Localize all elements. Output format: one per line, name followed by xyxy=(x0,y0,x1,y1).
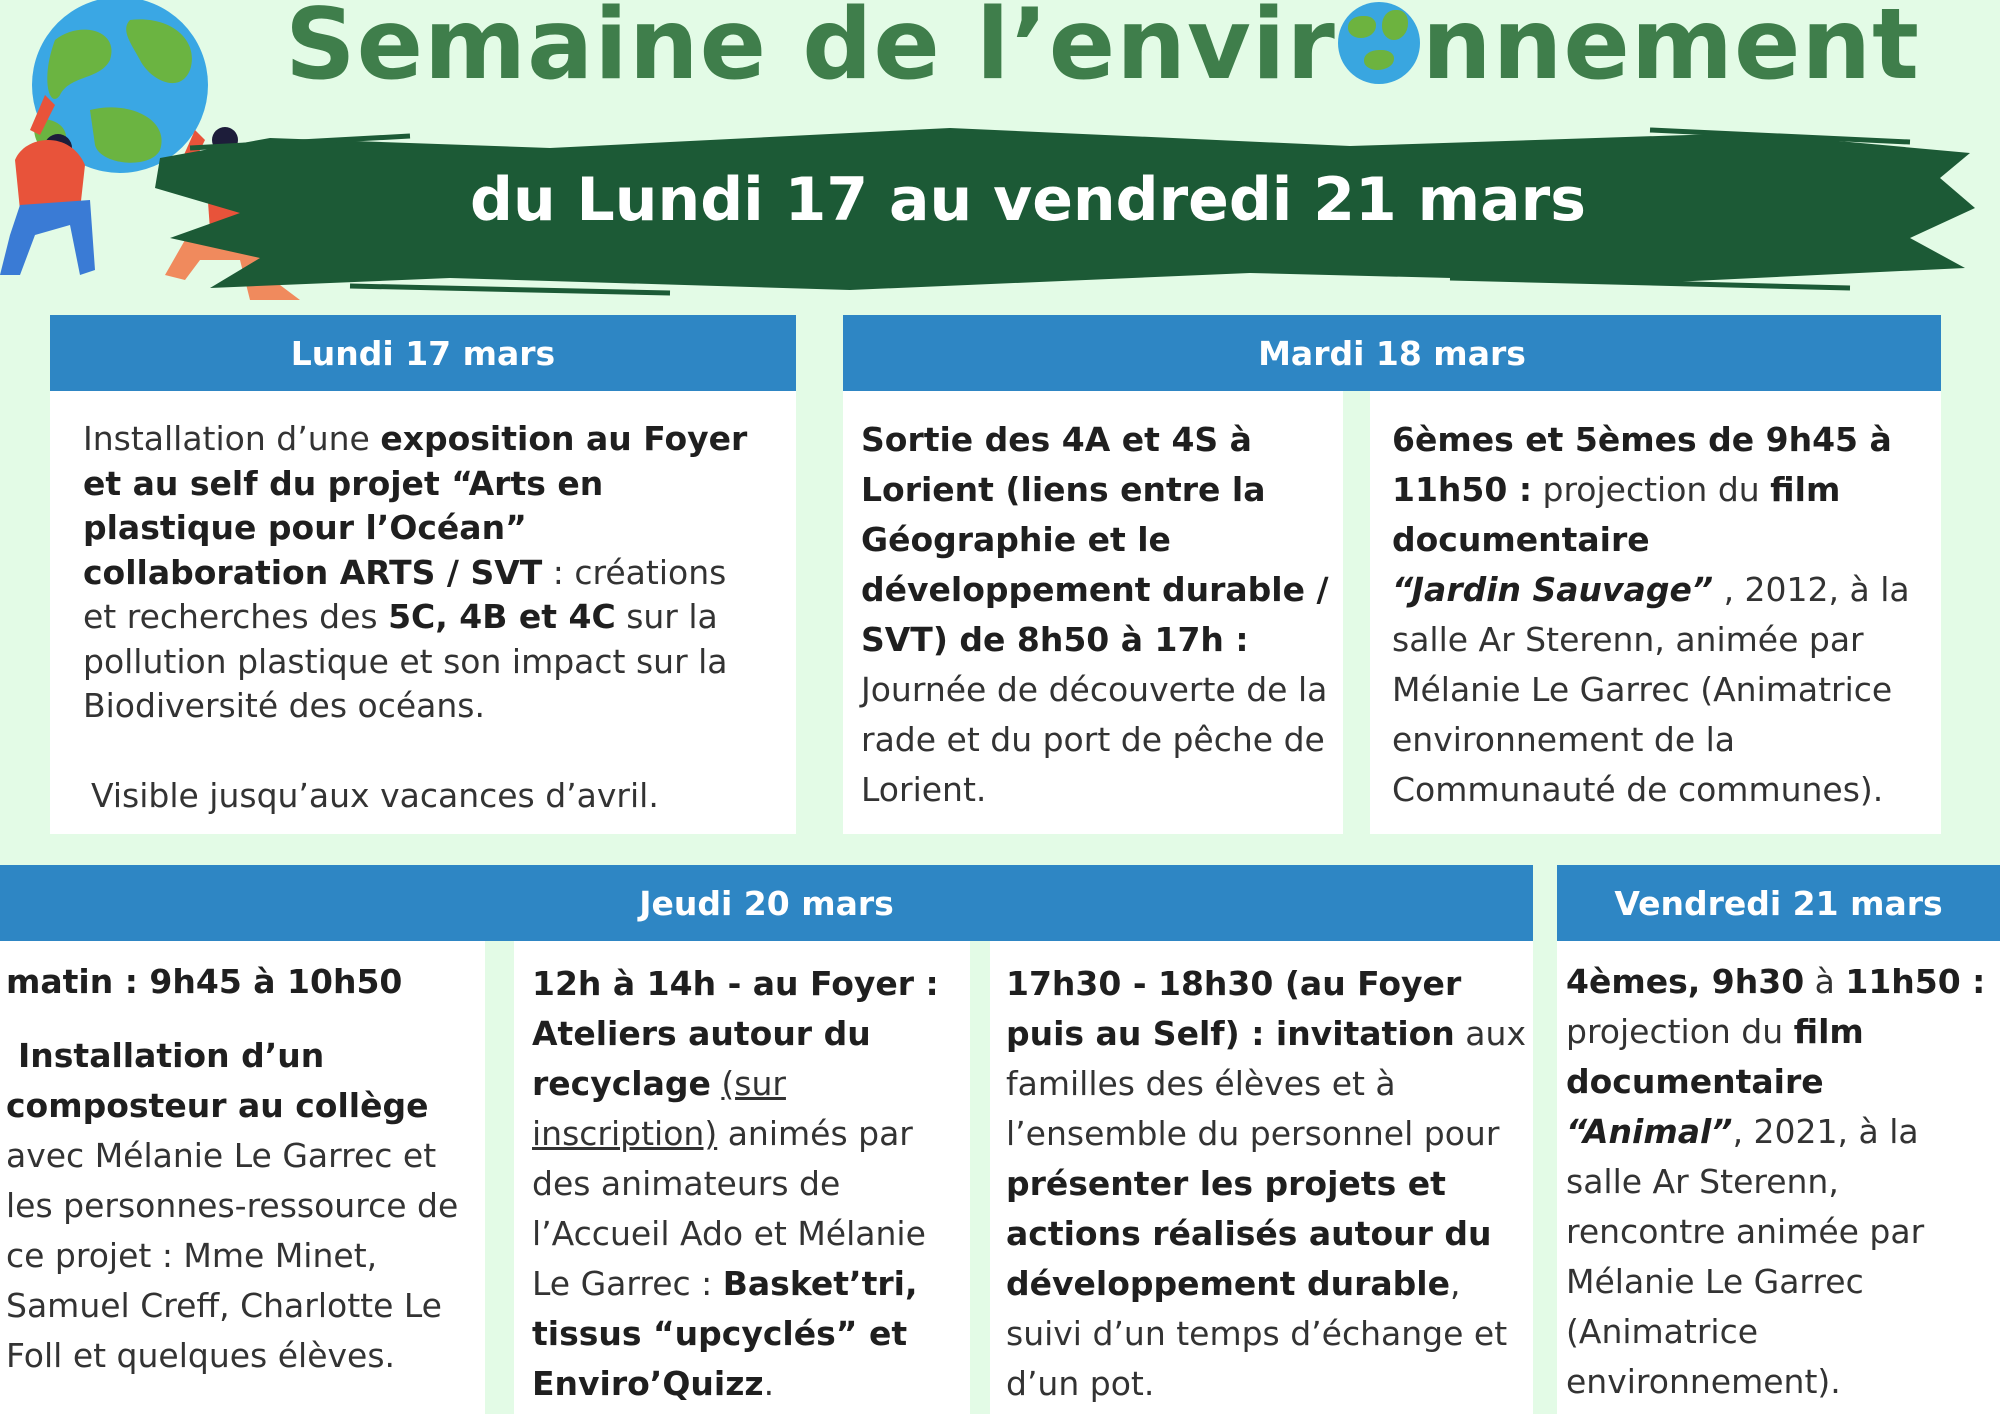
mardi-right-text-2: , 2012, à la salle Ar Sterenn, animée par Mélanie Le Garrec (Animatrice environnement de la Communauté de communes). xyxy=(1392,570,1910,809)
jeudi-col1-text xyxy=(6,1031,475,1381)
mardi-right-text xyxy=(1392,415,1931,815)
mardi-film-title: “Jardin Sauvage” xyxy=(1392,570,1714,609)
event-dates: du Lundi 17 au vendredi 21 mars xyxy=(470,165,1586,235)
lundi-description xyxy=(83,417,766,729)
jeudi-col1-normal: avec Mélanie Le Garrec et les personnes-ressource de ce projet : Mme Minet, Samuel Creff, Charlotte Le Foll et quelques élèves. xyxy=(6,1136,459,1375)
heading-mardi-label: Mardi 18 mars xyxy=(1258,333,1526,373)
card-jeudi-col3 xyxy=(990,941,1533,1414)
jeudi-col1-bold-2: Installation d’un composteur au collège xyxy=(6,1036,429,1125)
card-lundi xyxy=(50,391,796,834)
heading-vendredi-label: Vendredi 21 mars xyxy=(1614,883,1943,923)
mardi-left-normal: Journée de découverte de la rade et du port de pêche de Lorient. xyxy=(861,670,1328,809)
heading-lundi xyxy=(50,315,796,391)
vendredi-text-1: à xyxy=(1804,962,1846,1001)
jeudi-col3-bold-2: présenter les projets et actions réalisés autour du développement durable xyxy=(1006,1164,1492,1303)
lundi-bold-1: exposition au Foyer et au self du projet “Arts en plastique pour l’Océan” collaboration ARTS / SVT xyxy=(83,419,748,592)
lundi-text-3: sur la pollution plastique et son impact sur la Biodiversité des océans. xyxy=(83,597,728,725)
jeudi-col1-time xyxy=(6,957,475,1007)
jeudi-col3-normal-1: aux familles des élèves et à l’ensemble du personnel pour xyxy=(1006,1014,1526,1153)
vendredi-text xyxy=(1566,957,1994,1407)
card-vendredi xyxy=(1557,941,2000,1414)
lundi-bold-2: 5C, 4B et 4C xyxy=(388,597,616,636)
heading-lundi-label: Lundi 17 mars xyxy=(290,333,556,373)
mardi-left-text xyxy=(861,415,1329,815)
vendredi-text-2: projection du xyxy=(1566,1012,1794,1051)
card-jeudi-col2 xyxy=(514,941,970,1414)
jeudi-col2-text xyxy=(532,959,962,1409)
heading-jeudi xyxy=(0,865,1533,941)
jeudi-col3-normal-2: , suivi d’un temps d’échange et d’un pot. xyxy=(1006,1264,1508,1403)
heading-mardi xyxy=(843,315,1941,391)
jeudi-col1-bold-1: matin : 9h45 à 10h50 xyxy=(6,962,403,1001)
heading-vendredi xyxy=(1557,865,2000,941)
jeudi-col2-bold-1: 12h à 14h - au Foyer : Ateliers autour du recyclage xyxy=(532,964,939,1103)
jeudi-col2-normal-2: . xyxy=(763,1364,775,1403)
card-mardi-left xyxy=(843,391,1343,834)
vendredi-text-3: , 2021, à la salle Ar Sterenn, rencontre animée par Mélanie Le Garrec (Animatrice environnement). xyxy=(1566,1112,1925,1401)
jeudi-col2-bold-2: Basket’tri, tissus “upcyclés” et Enviro’Quizz xyxy=(532,1264,918,1403)
vendredi-film-title: “Animal” xyxy=(1566,1112,1733,1151)
vendredi-bold-1: 4èmes, 9h30 xyxy=(1566,962,1805,1001)
title-text-end: nnement xyxy=(1421,0,1921,102)
card-mardi-right xyxy=(1370,391,1941,834)
jeudi-col2-normal-1: animés par des animateurs de l’Accueil Ado et Mélanie Le Garrec : xyxy=(532,1114,926,1303)
heading-jeudi-label: Jeudi 20 mars xyxy=(639,883,894,923)
mardi-right-bold-2: film documentaire xyxy=(1392,470,1841,559)
jeudi-col3-text xyxy=(1006,959,1527,1409)
mardi-right-bold-1: 6èmes et 5èmes de 9h45 à 11h50 : xyxy=(1392,420,1892,509)
globe-icon xyxy=(1338,2,1420,84)
vendredi-bold-2: 11h50 : xyxy=(1845,962,1986,1001)
vendredi-bold-3: film documentaire xyxy=(1566,1012,1864,1101)
title-text-start: Semaine de l’envir xyxy=(285,0,1336,102)
lundi-visible-note: Visible jusqu’aux vacances d’avril. xyxy=(91,775,659,815)
card-jeudi-col1 xyxy=(0,941,485,1414)
mardi-right-text-1: projection du xyxy=(1532,470,1771,509)
lundi-text-2: : créations et recherches des xyxy=(83,552,727,636)
registration-note: (sur inscription) xyxy=(532,1064,786,1153)
mardi-left-bold: Sortie des 4A et 4S à Lorient (liens entre la Géographie et le développement durable / SVT) de 8h50 à 17h : xyxy=(861,420,1329,659)
page-title xyxy=(285,0,2000,102)
jeudi-col3-bold-1: 17h30 - 18h30 (au Foyer puis au Self) : invitation xyxy=(1006,964,1462,1053)
lundi-text-1: Installation d’une xyxy=(83,419,381,458)
